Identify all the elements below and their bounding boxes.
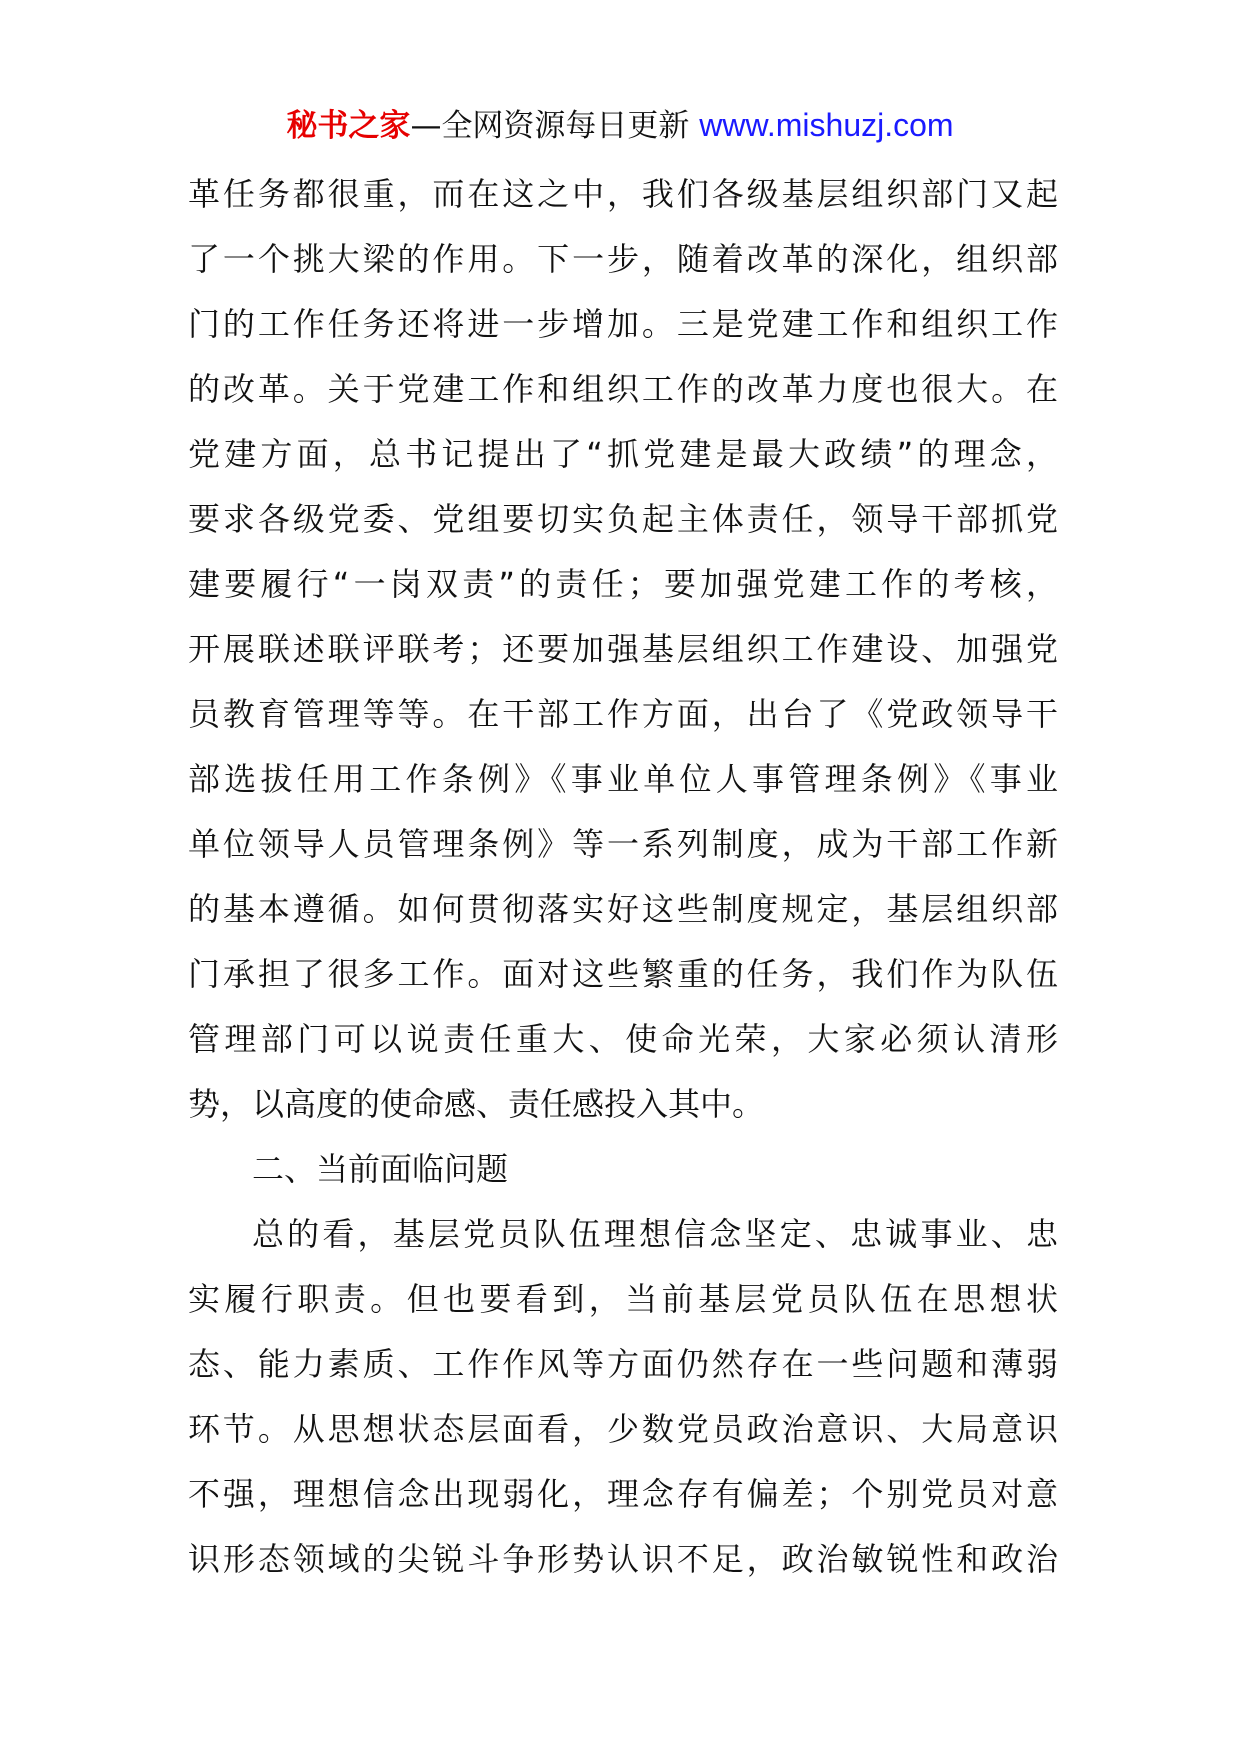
text-line: 开展联述联评联考；还要加强基层组织工作建设、加强党 (188, 630, 1058, 668)
brand-name: 秘书之家 (286, 108, 411, 144)
site-header (0, 100, 1240, 151)
text-line: 总的看，基层党员队伍理想信念坚定、忠诚事业、忠 (252, 1215, 1058, 1253)
text-line: 员教育管理等等。在干部工作方面，出台了《党政领导干 (188, 695, 1058, 733)
text-line: 识形态领域的尖锐斗争形势认识不足，政治敏锐性和政治 (188, 1540, 1058, 1578)
text-line: 实履行职责。但也要看到，当前基层党员队伍在思想状 (188, 1280, 1058, 1318)
text-line: 革任务都很重，而在这之中，我们各级基层组织部门又起 (188, 175, 1058, 213)
text-line: 势，以高度的使命感、责任感投入其中。 (188, 1085, 765, 1123)
text-line: 不强，理想信念出现弱化，理念存有偏差；个别党员对意 (188, 1475, 1058, 1513)
text-line: 的改革。关于党建工作和组织工作的改革力度也很大。在 (188, 370, 1058, 408)
section-heading: 二、当前面临问题 (252, 1150, 509, 1188)
text-line: 门的工作任务还将进一步增加。三是党建工作和组织工作 (188, 305, 1058, 343)
text-line: 要求各级党委、党组要切实负起主体责任，领导干部抓党 (188, 500, 1058, 538)
text-line: 的基本遵循。如何贯彻落实好这些制度规定，基层组织部 (188, 890, 1058, 928)
text-line: 单位领导人员管理条例》等一系列制度，成为干部工作新 (188, 825, 1058, 863)
document-body (188, 162, 1058, 1592)
text-line: 门承担了很多工作。面对这些繁重的任务，我们作为队伍 (188, 955, 1058, 993)
text-line: 部选拔任用工作条例》《事业单位人事管理条例》《事业 (188, 760, 1058, 798)
text-line: 环节。从思想状态层面看，少数党员政治意识、大局意识 (188, 1410, 1058, 1448)
website-link[interactable]: www.mishuzj.com (699, 107, 954, 143)
text-line: 党建方面，总书记提出了“抓党建是最大政绩”的理念， (188, 435, 1058, 473)
text-line: 了一个挑大梁的作用。下一步，随着改革的深化，组织部 (188, 240, 1058, 278)
header-tagline: —全网资源每日更新 (410, 108, 700, 144)
text-line: 管理部门可以说责任重大、使命光荣，大家必须认清形 (188, 1020, 1058, 1058)
text-line: 建要履行“一岗双责”的责任；要加强党建工作的考核， (188, 565, 1058, 603)
text-line: 态、能力素质、工作作风等方面仍然存在一些问题和薄弱 (188, 1345, 1058, 1383)
